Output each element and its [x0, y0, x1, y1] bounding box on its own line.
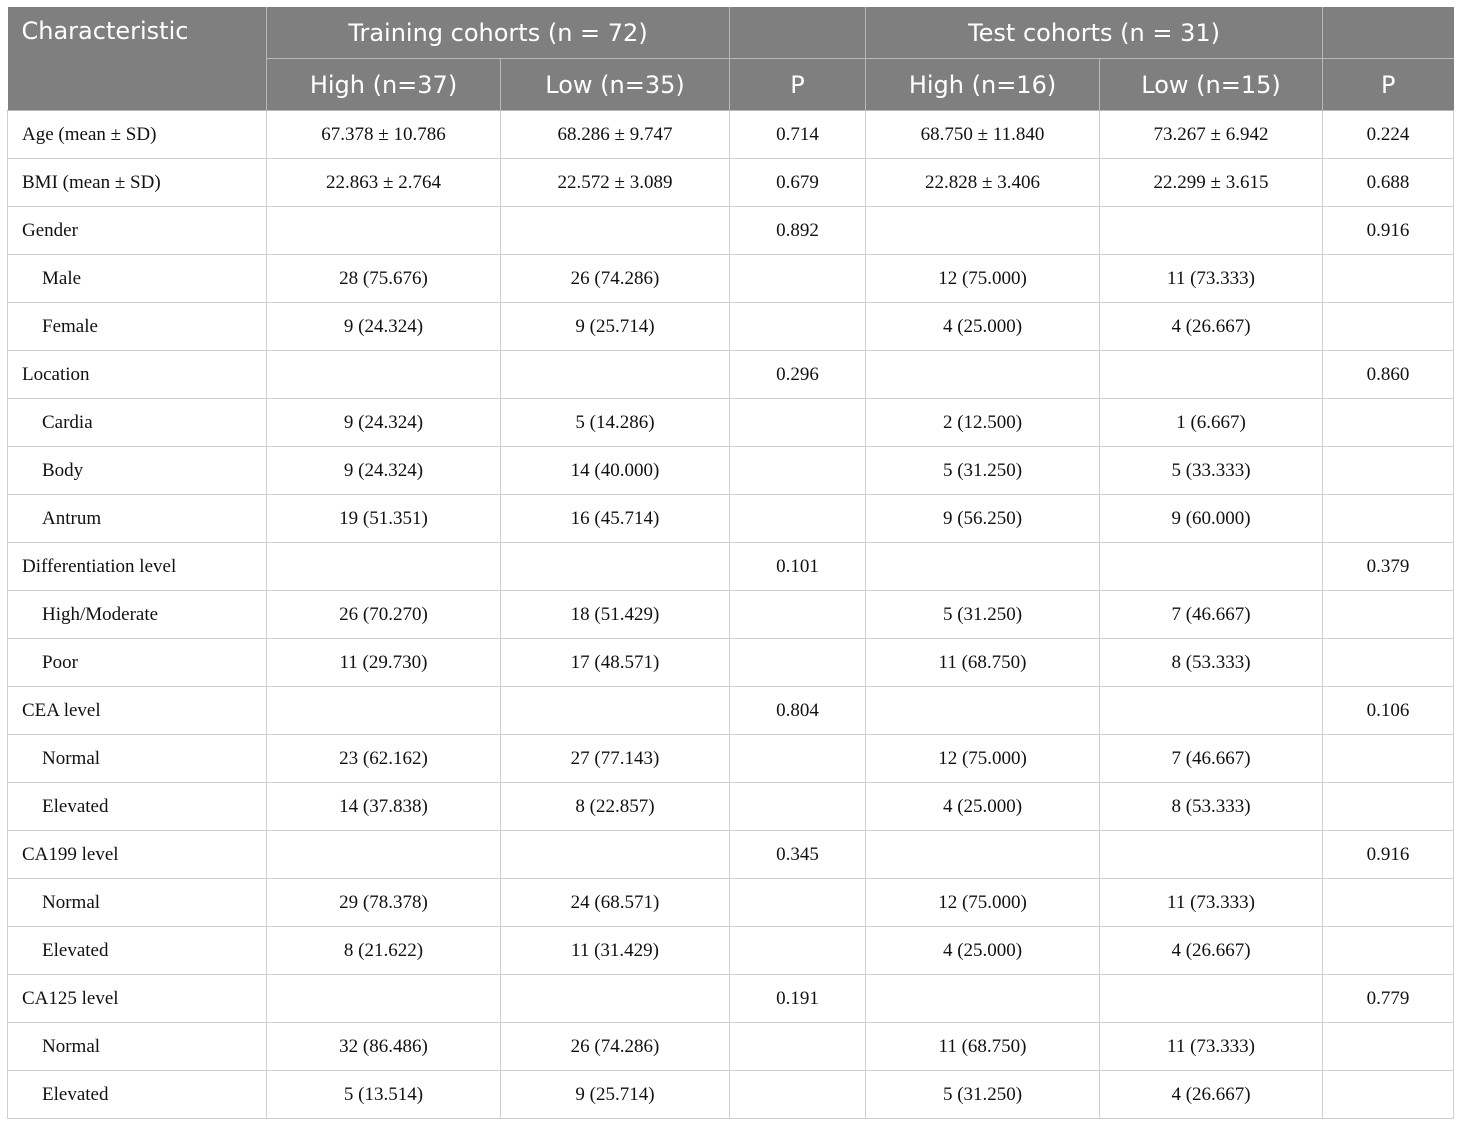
- table-row: [8, 687, 1454, 735]
- cell-test-high: 12 (75.000): [866, 879, 1100, 927]
- cell-training-high: 9 (24.324): [267, 447, 501, 495]
- cell-test-high: [866, 831, 1100, 879]
- cell-training-high: 9 (24.324): [267, 303, 501, 351]
- header-training-high: High (n=37): [267, 59, 501, 111]
- cohort-characteristics-table: [7, 7, 1454, 1119]
- cell-test-low: 11 (73.333): [1100, 255, 1323, 303]
- cell-test-low: 7 (46.667): [1100, 591, 1323, 639]
- row-label: Differentiation level: [8, 543, 267, 591]
- cell-test-high: [866, 207, 1100, 255]
- cell-test-p: 0.916: [1323, 831, 1454, 879]
- cell-test-high: 5 (31.250): [866, 591, 1100, 639]
- cell-test-p: [1323, 1071, 1454, 1119]
- cell-test-low: [1100, 687, 1323, 735]
- cell-test-high: 4 (25.000): [866, 927, 1100, 975]
- cell-training-high: [267, 687, 501, 735]
- table-row: [8, 1023, 1454, 1071]
- table-row: [8, 255, 1454, 303]
- cell-test-low: 7 (46.667): [1100, 735, 1323, 783]
- cell-training-p: [730, 735, 866, 783]
- cell-training-high: [267, 351, 501, 399]
- cell-training-high: 19 (51.351): [267, 495, 501, 543]
- cell-test-high: 22.828 ± 3.406: [866, 159, 1100, 207]
- cell-training-p: [730, 879, 866, 927]
- cell-training-high: 5 (13.514): [267, 1071, 501, 1119]
- cell-training-p: 0.191: [730, 975, 866, 1023]
- cell-test-p: 0.779: [1323, 975, 1454, 1023]
- cell-training-p: [730, 639, 866, 687]
- cell-test-p: 0.379: [1323, 543, 1454, 591]
- cell-training-high: 22.863 ± 2.764: [267, 159, 501, 207]
- cell-training-high: [267, 207, 501, 255]
- cell-training-low: 26 (74.286): [501, 1023, 730, 1071]
- cell-test-p: 0.688: [1323, 159, 1454, 207]
- row-label: Male: [8, 255, 267, 303]
- cell-test-high: [866, 687, 1100, 735]
- cell-training-p: 0.296: [730, 351, 866, 399]
- cell-test-high: 5 (31.250): [866, 1071, 1100, 1119]
- row-label: CEA level: [8, 687, 267, 735]
- cell-training-low: 22.572 ± 3.089: [501, 159, 730, 207]
- row-label: Location: [8, 351, 267, 399]
- table-row: [8, 207, 1454, 255]
- row-label: High/Moderate: [8, 591, 267, 639]
- header-test-low: Low (n=15): [1100, 59, 1323, 111]
- cell-training-p: [730, 447, 866, 495]
- cell-test-high: 4 (25.000): [866, 783, 1100, 831]
- cell-test-p: [1323, 639, 1454, 687]
- table-row: [8, 831, 1454, 879]
- cell-training-low: 17 (48.571): [501, 639, 730, 687]
- row-label: Female: [8, 303, 267, 351]
- cell-training-low: 11 (31.429): [501, 927, 730, 975]
- cell-test-low: 5 (33.333): [1100, 447, 1323, 495]
- cell-test-p: [1323, 495, 1454, 543]
- cell-test-high: 12 (75.000): [866, 735, 1100, 783]
- table-row: [8, 927, 1454, 975]
- cell-test-low: 11 (73.333): [1100, 1023, 1323, 1071]
- cell-training-p: [730, 303, 866, 351]
- cell-training-p: 0.101: [730, 543, 866, 591]
- header-training-low: Low (n=35): [501, 59, 730, 111]
- row-label: Normal: [8, 735, 267, 783]
- table-row: [8, 111, 1454, 159]
- cell-test-p: [1323, 255, 1454, 303]
- cell-training-p: [730, 927, 866, 975]
- cell-training-high: 26 (70.270): [267, 591, 501, 639]
- header-training-spacer: [730, 7, 866, 59]
- cell-training-low: 8 (22.857): [501, 783, 730, 831]
- table-row: [8, 735, 1454, 783]
- cell-test-low: 11 (73.333): [1100, 879, 1323, 927]
- cell-test-high: 68.750 ± 11.840: [866, 111, 1100, 159]
- row-label: Elevated: [8, 1071, 267, 1119]
- row-label: Elevated: [8, 927, 267, 975]
- row-label: CA199 level: [8, 831, 267, 879]
- cell-training-low: 16 (45.714): [501, 495, 730, 543]
- row-label: Body: [8, 447, 267, 495]
- header-characteristic: Characteristic: [8, 7, 267, 111]
- cell-test-low: [1100, 831, 1323, 879]
- cell-test-p: 0.224: [1323, 111, 1454, 159]
- cell-test-high: 5 (31.250): [866, 447, 1100, 495]
- cell-training-p: [730, 783, 866, 831]
- table-row: [8, 399, 1454, 447]
- header-training-group: Training cohorts (n = 72): [267, 7, 730, 59]
- cell-training-high: [267, 831, 501, 879]
- cell-test-high: [866, 975, 1100, 1023]
- table-row: [8, 351, 1454, 399]
- cell-training-low: [501, 543, 730, 591]
- cell-training-high: 28 (75.676): [267, 255, 501, 303]
- cell-training-low: 26 (74.286): [501, 255, 730, 303]
- cell-test-p: [1323, 735, 1454, 783]
- cell-test-high: 12 (75.000): [866, 255, 1100, 303]
- cell-test-p: [1323, 1023, 1454, 1071]
- cell-test-p: [1323, 447, 1454, 495]
- row-label: Normal: [8, 1023, 267, 1071]
- table-row: [8, 591, 1454, 639]
- table-container: [7, 7, 1454, 1119]
- cell-test-high: 9 (56.250): [866, 495, 1100, 543]
- cell-test-p: [1323, 879, 1454, 927]
- cell-training-low: 14 (40.000): [501, 447, 730, 495]
- cell-test-p: [1323, 783, 1454, 831]
- table-row: [8, 303, 1454, 351]
- table-row: [8, 1071, 1454, 1119]
- row-label: Antrum: [8, 495, 267, 543]
- table-row: [8, 639, 1454, 687]
- cell-training-p: 0.892: [730, 207, 866, 255]
- cell-training-p: [730, 1071, 866, 1119]
- cell-test-p: 0.916: [1323, 207, 1454, 255]
- cell-training-p: 0.804: [730, 687, 866, 735]
- cell-test-p: [1323, 303, 1454, 351]
- cell-training-high: [267, 975, 501, 1023]
- cell-test-low: 4 (26.667): [1100, 927, 1323, 975]
- cell-training-p: [730, 591, 866, 639]
- cell-training-p: [730, 255, 866, 303]
- cell-training-p: 0.345: [730, 831, 866, 879]
- row-label: Gender: [8, 207, 267, 255]
- table-row: [8, 495, 1454, 543]
- row-label: BMI (mean ± SD): [8, 159, 267, 207]
- cell-training-low: [501, 351, 730, 399]
- cell-test-low: [1100, 543, 1323, 591]
- cell-training-high: 32 (86.486): [267, 1023, 501, 1071]
- header-test-spacer: [1323, 7, 1454, 59]
- header-test-p: P: [1323, 59, 1454, 111]
- cell-test-high: 11 (68.750): [866, 639, 1100, 687]
- cell-test-low: 4 (26.667): [1100, 1071, 1323, 1119]
- cell-training-p: 0.714: [730, 111, 866, 159]
- cell-training-low: 27 (77.143): [501, 735, 730, 783]
- table-row: [8, 783, 1454, 831]
- cell-test-low: 22.299 ± 3.615: [1100, 159, 1323, 207]
- cell-training-low: [501, 207, 730, 255]
- cell-test-low: [1100, 975, 1323, 1023]
- cell-test-low: 73.267 ± 6.942: [1100, 111, 1323, 159]
- cell-test-high: 4 (25.000): [866, 303, 1100, 351]
- cell-training-p: [730, 1023, 866, 1071]
- cell-training-low: 68.286 ± 9.747: [501, 111, 730, 159]
- row-label: Elevated: [8, 783, 267, 831]
- cell-test-high: [866, 543, 1100, 591]
- cell-training-low: [501, 975, 730, 1023]
- cell-test-low: 8 (53.333): [1100, 783, 1323, 831]
- table-row: [8, 879, 1454, 927]
- cell-test-low: 8 (53.333): [1100, 639, 1323, 687]
- row-label: Poor: [8, 639, 267, 687]
- table-row: [8, 543, 1454, 591]
- table-row: [8, 159, 1454, 207]
- cell-test-p: 0.106: [1323, 687, 1454, 735]
- cell-test-p: [1323, 399, 1454, 447]
- cell-training-high: 23 (62.162): [267, 735, 501, 783]
- cell-test-high: [866, 351, 1100, 399]
- cell-test-low: [1100, 207, 1323, 255]
- cell-test-high: 2 (12.500): [866, 399, 1100, 447]
- cell-training-high: [267, 543, 501, 591]
- cell-test-low: 9 (60.000): [1100, 495, 1323, 543]
- table-row: [8, 447, 1454, 495]
- row-label: Cardia: [8, 399, 267, 447]
- cell-training-high: 8 (21.622): [267, 927, 501, 975]
- row-label: CA125 level: [8, 975, 267, 1023]
- cell-training-high: 14 (37.838): [267, 783, 501, 831]
- cell-test-p: [1323, 927, 1454, 975]
- cell-test-p: 0.860: [1323, 351, 1454, 399]
- cell-training-high: 67.378 ± 10.786: [267, 111, 501, 159]
- table-header: [8, 7, 1454, 111]
- row-label: Age (mean ± SD): [8, 111, 267, 159]
- table-body: [8, 111, 1454, 1119]
- header-test-high: High (n=16): [866, 59, 1100, 111]
- cell-training-p: 0.679: [730, 159, 866, 207]
- table-row: [8, 975, 1454, 1023]
- cell-training-low: [501, 687, 730, 735]
- header-training-p: P: [730, 59, 866, 111]
- cell-training-high: 9 (24.324): [267, 399, 501, 447]
- cell-training-high: 11 (29.730): [267, 639, 501, 687]
- row-label: Normal: [8, 879, 267, 927]
- cell-training-high: 29 (78.378): [267, 879, 501, 927]
- cell-test-low: [1100, 351, 1323, 399]
- cell-training-low: 5 (14.286): [501, 399, 730, 447]
- header-test-group: Test cohorts (n = 31): [866, 7, 1323, 59]
- header-row-groups: [8, 7, 1454, 59]
- cell-training-low: 9 (25.714): [501, 303, 730, 351]
- cell-test-high: 11 (68.750): [866, 1023, 1100, 1071]
- cell-training-low: 24 (68.571): [501, 879, 730, 927]
- cell-training-p: [730, 399, 866, 447]
- cell-test-low: 4 (26.667): [1100, 303, 1323, 351]
- cell-test-p: [1323, 591, 1454, 639]
- cell-training-low: 18 (51.429): [501, 591, 730, 639]
- cell-training-low: 9 (25.714): [501, 1071, 730, 1119]
- cell-training-low: [501, 831, 730, 879]
- cell-test-low: 1 (6.667): [1100, 399, 1323, 447]
- cell-training-p: [730, 495, 866, 543]
